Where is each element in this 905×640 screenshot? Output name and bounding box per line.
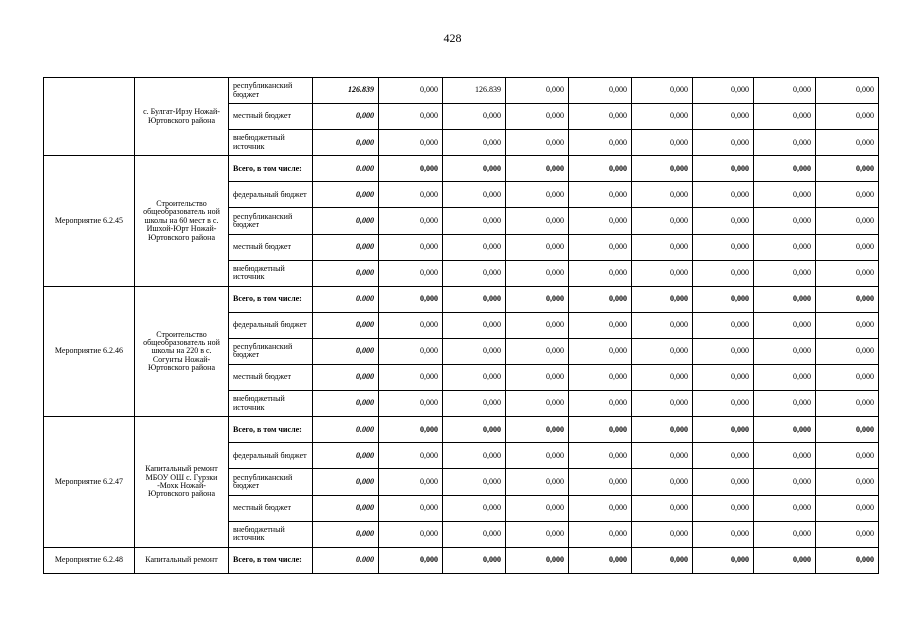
amount-cell: 0,000 — [816, 391, 879, 417]
project-name-cell: Капитальный ремонт — [135, 547, 229, 573]
budget-table-body — [44, 78, 879, 574]
amount-cell: 0,000 — [506, 338, 569, 364]
amount-cell: 0,000 — [379, 417, 443, 443]
amount-cell: 0,000 — [569, 391, 632, 417]
amount-cell: 0,000 — [569, 182, 632, 208]
amount-cell: 0,000 — [693, 78, 754, 104]
amount-cell: 0,000 — [379, 78, 443, 104]
amount-cell: 0,000 — [569, 208, 632, 234]
amount-cell: 0,000 — [443, 417, 506, 443]
amount-cell: 0,000 — [443, 443, 506, 469]
amount-cell: 0,000 — [506, 391, 569, 417]
amount-cell: 0,000 — [379, 365, 443, 391]
funding-source-cell: местный бюджет — [229, 234, 313, 260]
project-name-cell: Строительство общеобразователь ной школы на 220 в с. Согунты Ножай-Юртовского района — [135, 286, 229, 416]
amount-cell: 0,000 — [693, 521, 754, 547]
amount-cell: 0,000 — [379, 312, 443, 338]
table-row — [44, 78, 879, 104]
amount-cell: 0,000 — [816, 234, 879, 260]
amount-cell: 0,000 — [443, 495, 506, 521]
amount-cell: 0,000 — [379, 286, 443, 312]
table-row — [44, 156, 879, 182]
amount-cell: 0,000 — [443, 547, 506, 573]
amount-cell: 0,000 — [816, 260, 879, 286]
amount-cell: 0,000 — [379, 547, 443, 573]
amount-cell: 0,000 — [569, 338, 632, 364]
amount-cell: 0,000 — [754, 417, 816, 443]
amount-cell: 0,000 — [443, 208, 506, 234]
total-amount-cell: 0,000 — [313, 469, 379, 495]
amount-cell: 0,000 — [754, 182, 816, 208]
amount-cell: 0,000 — [754, 338, 816, 364]
amount-cell: 0,000 — [632, 469, 693, 495]
amount-cell: 0,000 — [632, 365, 693, 391]
amount-cell: 0,000 — [632, 443, 693, 469]
funding-source-cell: внебюджетный источник — [229, 260, 313, 286]
event-cell: Мероприятие 6.2.45 — [44, 156, 135, 286]
amount-cell: 0,000 — [754, 312, 816, 338]
funding-source-cell: республиканский бюджет — [229, 338, 313, 364]
amount-cell: 0,000 — [816, 130, 879, 156]
amount-cell: 0,000 — [379, 130, 443, 156]
amount-cell: 0,000 — [693, 417, 754, 443]
funding-source-cell: местный бюджет — [229, 104, 313, 130]
amount-cell: 0,000 — [632, 417, 693, 443]
amount-cell: 0,000 — [693, 156, 754, 182]
total-amount-cell: 126.839 — [313, 78, 379, 104]
amount-cell: 0,000 — [632, 260, 693, 286]
amount-cell: 0,000 — [632, 286, 693, 312]
total-amount-cell: 0,000 — [313, 234, 379, 260]
amount-cell: 0,000 — [569, 234, 632, 260]
amount-cell: 0,000 — [569, 469, 632, 495]
amount-cell: 0,000 — [754, 104, 816, 130]
funding-source-cell: федеральный бюджет — [229, 182, 313, 208]
amount-cell: 0,000 — [816, 521, 879, 547]
amount-cell: 0,000 — [816, 182, 879, 208]
amount-cell: 0,000 — [506, 417, 569, 443]
amount-cell: 0,000 — [569, 443, 632, 469]
amount-cell: 0,000 — [506, 234, 569, 260]
amount-cell: 0,000 — [816, 495, 879, 521]
amount-cell: 0,000 — [569, 521, 632, 547]
amount-cell: 0,000 — [693, 547, 754, 573]
amount-cell: 0,000 — [693, 365, 754, 391]
funding-source-cell: республиканский бюджет — [229, 469, 313, 495]
total-amount-cell: 0,000 — [313, 104, 379, 130]
amount-cell: 0,000 — [693, 469, 754, 495]
amount-cell: 0,000 — [379, 208, 443, 234]
project-name-cell: Строительство общеобразователь ной школы на 60 мест в с. Ишхой-Юрт Ножай-Юртовского района — [135, 156, 229, 286]
total-amount-cell: 0,000 — [313, 338, 379, 364]
total-amount-cell: 0.000 — [313, 547, 379, 573]
amount-cell: 0,000 — [754, 260, 816, 286]
amount-cell: 0,000 — [754, 208, 816, 234]
funding-source-cell: Всего, в том числе: — [229, 547, 313, 573]
amount-cell: 0,000 — [693, 234, 754, 260]
funding-source-cell: внебюджетный источник — [229, 391, 313, 417]
amount-cell: 0,000 — [754, 365, 816, 391]
amount-cell: 0,000 — [816, 417, 879, 443]
amount-cell: 0,000 — [443, 182, 506, 208]
amount-cell: 0,000 — [754, 495, 816, 521]
amount-cell: 0,000 — [379, 495, 443, 521]
amount-cell: 0,000 — [443, 365, 506, 391]
amount-cell: 0,000 — [693, 104, 754, 130]
amount-cell: 0,000 — [506, 286, 569, 312]
amount-cell: 0,000 — [379, 521, 443, 547]
funding-source-cell: Всего, в том числе: — [229, 417, 313, 443]
amount-cell: 0,000 — [506, 547, 569, 573]
total-amount-cell: 0,000 — [313, 365, 379, 391]
total-amount-cell: 0,000 — [313, 521, 379, 547]
amount-cell: 0,000 — [693, 182, 754, 208]
total-amount-cell: 0,000 — [313, 391, 379, 417]
amount-cell: 0,000 — [506, 365, 569, 391]
amount-cell: 0,000 — [816, 338, 879, 364]
amount-cell: 0,000 — [632, 78, 693, 104]
amount-cell: 0,000 — [443, 156, 506, 182]
amount-cell: 0,000 — [816, 104, 879, 130]
amount-cell: 0,000 — [569, 104, 632, 130]
amount-cell: 0,000 — [379, 338, 443, 364]
total-amount-cell: 0.000 — [313, 286, 379, 312]
funding-source-cell: республиканский бюджет — [229, 208, 313, 234]
amount-cell: 0,000 — [632, 521, 693, 547]
amount-cell: 0,000 — [816, 78, 879, 104]
amount-cell: 0,000 — [443, 469, 506, 495]
funding-source-cell: Всего, в том числе: — [229, 286, 313, 312]
amount-cell: 0,000 — [693, 495, 754, 521]
amount-cell: 0,000 — [443, 104, 506, 130]
amount-cell: 0,000 — [443, 521, 506, 547]
amount-cell: 0,000 — [379, 443, 443, 469]
amount-cell: 0,000 — [569, 78, 632, 104]
funding-source-cell: внебюджетный источник — [229, 521, 313, 547]
total-amount-cell: 0,000 — [313, 130, 379, 156]
event-cell: Мероприятие 6.2.47 — [44, 417, 135, 547]
amount-cell: 0,000 — [693, 260, 754, 286]
amount-cell: 0,000 — [506, 208, 569, 234]
amount-cell: 0,000 — [569, 156, 632, 182]
amount-cell: 0,000 — [632, 338, 693, 364]
amount-cell: 0,000 — [569, 417, 632, 443]
amount-cell: 0,000 — [632, 130, 693, 156]
amount-cell: 0,000 — [632, 391, 693, 417]
amount-cell: 0,000 — [632, 234, 693, 260]
amount-cell: 0,000 — [816, 208, 879, 234]
event-cell — [44, 78, 135, 156]
amount-cell: 0,000 — [632, 208, 693, 234]
event-cell: Мероприятие 6.2.46 — [44, 286, 135, 416]
amount-cell: 0,000 — [506, 182, 569, 208]
amount-cell: 0,000 — [379, 469, 443, 495]
amount-cell: 0,000 — [693, 338, 754, 364]
amount-cell: 0,000 — [569, 547, 632, 573]
amount-cell: 0,000 — [693, 130, 754, 156]
amount-cell: 0,000 — [569, 286, 632, 312]
funding-source-cell: федеральный бюджет — [229, 312, 313, 338]
amount-cell: 0,000 — [816, 312, 879, 338]
total-amount-cell: 0,000 — [313, 312, 379, 338]
project-name-cell: Капитальный ремонт МБОУ ОШ с. Гурзки -Мохк Ножай-Юртовского района — [135, 417, 229, 547]
amount-cell: 0,000 — [816, 469, 879, 495]
amount-cell: 0,000 — [754, 286, 816, 312]
amount-cell: 0,000 — [632, 495, 693, 521]
amount-cell: 0,000 — [379, 391, 443, 417]
amount-cell: 0,000 — [379, 104, 443, 130]
funding-source-cell: республиканский бюджет — [229, 78, 313, 104]
amount-cell: 0,000 — [506, 469, 569, 495]
amount-cell: 0,000 — [632, 182, 693, 208]
amount-cell: 0,000 — [632, 312, 693, 338]
amount-cell: 0,000 — [443, 391, 506, 417]
amount-cell: 0,000 — [816, 286, 879, 312]
amount-cell: 0,000 — [754, 234, 816, 260]
amount-cell: 126.839 — [443, 78, 506, 104]
amount-cell: 0,000 — [693, 208, 754, 234]
amount-cell: 0,000 — [506, 521, 569, 547]
table-row — [44, 417, 879, 443]
funding-source-cell: Всего, в том числе: — [229, 156, 313, 182]
amount-cell: 0,000 — [632, 104, 693, 130]
total-amount-cell: 0.000 — [313, 417, 379, 443]
funding-source-cell: местный бюджет — [229, 365, 313, 391]
amount-cell: 0,000 — [443, 234, 506, 260]
amount-cell: 0,000 — [816, 365, 879, 391]
amount-cell: 0,000 — [754, 78, 816, 104]
amount-cell: 0,000 — [379, 182, 443, 208]
amount-cell: 0,000 — [443, 312, 506, 338]
amount-cell: 0,000 — [754, 469, 816, 495]
amount-cell: 0,000 — [443, 130, 506, 156]
amount-cell: 0,000 — [506, 443, 569, 469]
amount-cell: 0,000 — [569, 312, 632, 338]
amount-cell: 0,000 — [506, 312, 569, 338]
total-amount-cell: 0,000 — [313, 443, 379, 469]
amount-cell: 0,000 — [506, 156, 569, 182]
funding-source-cell: внебюджетный источник — [229, 130, 313, 156]
amount-cell: 0,000 — [693, 443, 754, 469]
amount-cell: 0,000 — [443, 286, 506, 312]
amount-cell: 0,000 — [379, 260, 443, 286]
amount-cell: 0,000 — [506, 78, 569, 104]
project-name-cell: с. Булгат-Ирзу Ножай-Юртовского района — [135, 78, 229, 156]
funding-source-cell: местный бюджет — [229, 495, 313, 521]
amount-cell: 0,000 — [754, 521, 816, 547]
amount-cell: 0,000 — [569, 365, 632, 391]
amount-cell: 0,000 — [632, 547, 693, 573]
amount-cell: 0,000 — [379, 156, 443, 182]
event-cell: Мероприятие 6.2.48 — [44, 547, 135, 573]
amount-cell: 0,000 — [506, 495, 569, 521]
budget-table — [43, 77, 879, 574]
amount-cell: 0,000 — [443, 260, 506, 286]
amount-cell: 0,000 — [754, 391, 816, 417]
total-amount-cell: 0,000 — [313, 260, 379, 286]
amount-cell: 0,000 — [379, 234, 443, 260]
table-row — [44, 286, 879, 312]
amount-cell: 0,000 — [693, 391, 754, 417]
amount-cell: 0,000 — [506, 104, 569, 130]
table-row — [44, 547, 879, 573]
amount-cell: 0,000 — [693, 312, 754, 338]
amount-cell: 0,000 — [506, 260, 569, 286]
amount-cell: 0,000 — [816, 547, 879, 573]
amount-cell: 0,000 — [569, 495, 632, 521]
amount-cell: 0,000 — [569, 130, 632, 156]
amount-cell: 0,000 — [754, 547, 816, 573]
amount-cell: 0,000 — [632, 156, 693, 182]
total-amount-cell: 0,000 — [313, 182, 379, 208]
amount-cell: 0,000 — [754, 443, 816, 469]
amount-cell: 0,000 — [816, 156, 879, 182]
amount-cell: 0,000 — [506, 130, 569, 156]
amount-cell: 0,000 — [569, 260, 632, 286]
page-number: 428 — [443, 31, 462, 45]
amount-cell: 0,000 — [754, 156, 816, 182]
amount-cell: 0,000 — [443, 338, 506, 364]
amount-cell: 0,000 — [754, 130, 816, 156]
total-amount-cell: 0,000 — [313, 208, 379, 234]
amount-cell: 0,000 — [693, 286, 754, 312]
total-amount-cell: 0.000 — [313, 156, 379, 182]
funding-source-cell: федеральный бюджет — [229, 443, 313, 469]
amount-cell: 0,000 — [816, 443, 879, 469]
total-amount-cell: 0,000 — [313, 495, 379, 521]
